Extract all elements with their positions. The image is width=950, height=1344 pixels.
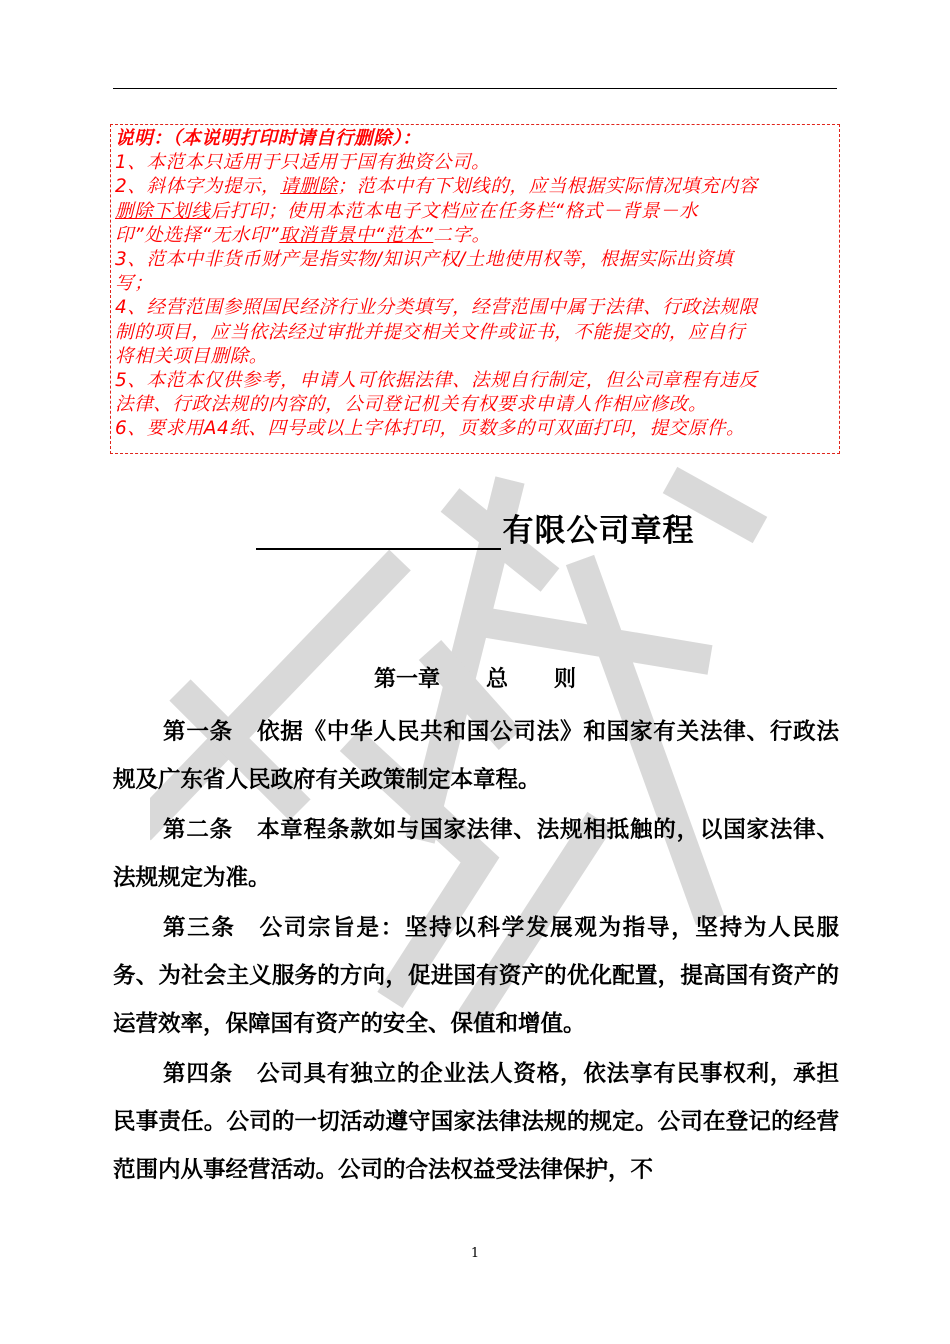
- article-text: 公司具有独立的企业法人资格，依法享有民事权利，承担民事责任。公司的一切活动遵守国家法律法规的规定。公司在登记的经营范围内从事经营活动。公司的合法权益受法律保护，不: [113, 1061, 839, 1183]
- article-label: 第一条: [163, 719, 233, 745]
- article-label: 第四条: [163, 1061, 233, 1087]
- article-label: 第二条: [163, 817, 233, 843]
- instruction-line: 法律、行政法规的内容的，公司登记机关有权要求申请人作相应修改。: [115, 394, 708, 416]
- instruction-line: 4、经营范围参照国民经济行业分类填写，经营范围中属于法律、行政法规限: [115, 297, 758, 319]
- instruction-line: 制的项目，应当依法经过审批并提交相关文件或证书，不能提交的，应自行: [115, 321, 746, 343]
- instruction-line: 5、本范本仅供参考，申请人可依据法律、法规自行制定，但公司章程有违反: [115, 370, 758, 392]
- page-number: 1: [470, 1246, 480, 1261]
- chapter-heading: [0, 662, 950, 693]
- instruction-line: 3、范本中非货币财产是指实物/知识产权/土地使用权等，根据实际出资填: [115, 249, 734, 271]
- document-title: 有限公司章程: [0, 505, 950, 550]
- chapter-number: 第一章: [373, 667, 440, 692]
- article-text: 本章程条款如与国家法律、法规相抵触的，以国家法律、法规规定为准。: [113, 817, 839, 891]
- instructions-title: 说明：（本说明打印时请自行删除）：: [115, 128, 422, 149]
- chapter-name-part: 总: [485, 667, 508, 692]
- article-text: 依据《中华人民共和国公司法》和国家有关法律、行政法规及广东省人民政府有关政策制定本章程。: [113, 719, 839, 793]
- instruction-line: 1、本范本只适用于只适用于国有独资公司。: [115, 152, 491, 174]
- instruction-line: 写；: [115, 273, 154, 295]
- instructions-box: [110, 124, 840, 454]
- article-paragraph: [113, 1050, 839, 1194]
- chapter-name-part: 则: [554, 667, 577, 692]
- article-paragraph: [113, 806, 839, 902]
- article-label: 第三条: [163, 915, 236, 941]
- articles-body: [113, 708, 839, 1194]
- company-name-blank[interactable]: [256, 516, 501, 550]
- instruction-line: 删除下划线后打印；使用本范本电子文档应在任务栏“格式－背景－水: [115, 200, 699, 222]
- article-paragraph: [113, 708, 839, 804]
- article-paragraph: [113, 904, 839, 1048]
- article-text: 公司宗旨是：坚持以科学发展观为指导，坚持为人民服务、为社会主义服务的方向，促进国有资产的优化配置，提高国有资产的运营效率，保障国有资产的安全、保值和增值。: [113, 915, 839, 1037]
- instruction-line: 将相关项目删除。: [115, 345, 268, 367]
- instruction-line: 2、斜体字为提示，请删除；范本中有下划线的，应当根据实际情况填充内容: [115, 176, 758, 198]
- header-rule: [113, 88, 837, 89]
- instruction-line: 印”处选择“无水印”取消背景中“范本”二字。: [115, 224, 491, 246]
- instruction-line: 6、要求用A4纸、四号或以上字体打印，页数多的可双面打印，提交原件。: [115, 418, 746, 440]
